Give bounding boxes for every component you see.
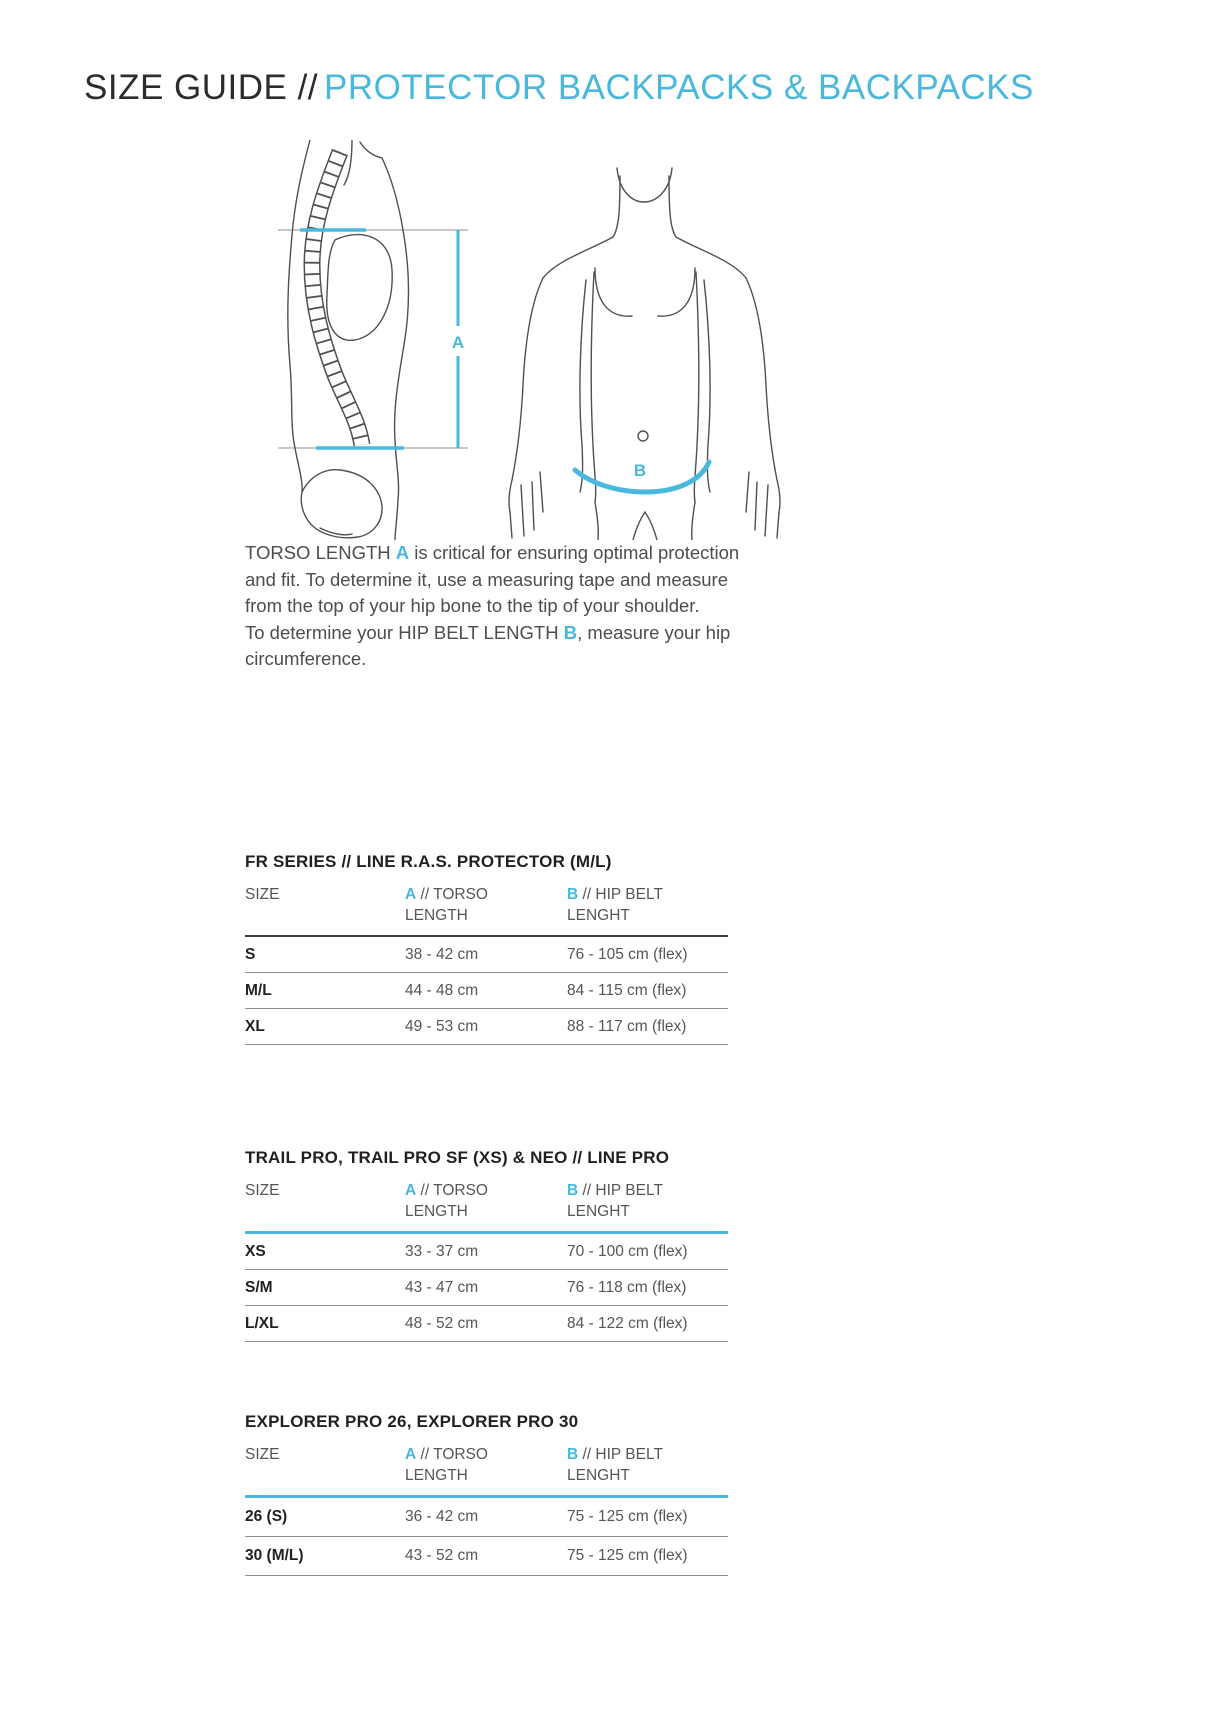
- col-torso-header-line1: [405, 1444, 567, 1465]
- col-torso-header: [405, 1444, 567, 1486]
- body-front-outline: [509, 168, 780, 540]
- table-title: TRAIL PRO, TRAIL PRO SF (XS) & NEO // LINE PRO: [245, 1148, 670, 1167]
- torso-side-diagram: [240, 140, 480, 540]
- torso-cell: 43 - 47 cm: [405, 1278, 479, 1296]
- page-title: [84, 68, 1034, 108]
- intro-segment: , measure your hip: [577, 621, 731, 643]
- intro-segment: To determine your HIP BELT LENGTH: [245, 621, 564, 643]
- table-row: [245, 1234, 728, 1270]
- intro-segment: is critical for ensuring optimal protection: [409, 542, 740, 563]
- torso-cell: 36 - 42 cm: [405, 1508, 479, 1525]
- torso-col-text: // TORSO: [420, 886, 488, 903]
- hip-col-text: // HIP BELT: [582, 886, 663, 903]
- col-torso-header-line2: LENGTH: [405, 1203, 468, 1220]
- col-size-header: SIZE: [245, 886, 280, 903]
- size-cell: S: [245, 945, 256, 963]
- col-hip-header-line1: [567, 1444, 728, 1465]
- col-torso-header-line2: LENGTH: [405, 1467, 468, 1484]
- col-size-header: SIZE: [245, 1182, 280, 1199]
- hip-col-key: B: [567, 1446, 579, 1463]
- col-hip-header-line2: LENGHT: [567, 1203, 630, 1220]
- size-cell: XS: [245, 1242, 266, 1260]
- hip-col-key: B: [567, 886, 579, 903]
- col-hip-header-line2: LENGHT: [567, 1467, 630, 1484]
- intro-line: and fit. To determine it, use a measuring tape and measure: [245, 568, 728, 590]
- size-cell: S/M: [245, 1278, 273, 1296]
- col-size-header: SIZE: [245, 1446, 280, 1463]
- hip-cell: 76 - 105 cm (flex): [567, 945, 688, 963]
- hip-belt-label: B: [633, 461, 647, 480]
- hip-col-key: B: [567, 1182, 579, 1199]
- col-torso-header-line1: [405, 884, 567, 905]
- torso-length-ref: A: [395, 542, 410, 563]
- table-row: [245, 973, 728, 1009]
- size-table-trail-pro: [245, 1148, 728, 1342]
- hip-cell: 88 - 117 cm (flex): [567, 1017, 687, 1035]
- col-hip-header: [567, 1180, 728, 1222]
- table-row: [245, 1009, 728, 1045]
- col-torso-header: [405, 1180, 567, 1222]
- torso-cell: 43 - 52 cm: [405, 1547, 479, 1564]
- size-table-explorer-pro: [245, 1412, 728, 1576]
- table-row: [245, 1498, 728, 1537]
- table-header-row: [245, 884, 728, 935]
- torso-length-label: A: [451, 333, 465, 352]
- col-hip-header-line2: LENGHT: [567, 907, 630, 924]
- torso-cell: 44 - 48 cm: [405, 981, 479, 999]
- col-torso-header-line1: [405, 1180, 567, 1201]
- hip-cell: 75 - 125 cm (flex): [567, 1508, 688, 1525]
- table-row: [245, 937, 728, 973]
- hip-cell: 76 - 118 cm (flex): [567, 1278, 687, 1296]
- hip-col-text: // HIP BELT: [582, 1182, 663, 1199]
- page-title-accent: PROTECTOR BACKPACKS & BACKPACKS: [324, 68, 1034, 107]
- hip-cell: 84 - 115 cm (flex): [567, 981, 687, 999]
- torso-col-key: A: [405, 1182, 417, 1199]
- spine-illustration: [312, 152, 362, 445]
- intro-line: [245, 540, 785, 567]
- size-cell: L/XL: [245, 1314, 279, 1332]
- body-side-outline: [288, 140, 409, 540]
- body-front-diagram: [495, 140, 785, 540]
- size-cell: 26 (S): [245, 1508, 288, 1525]
- col-hip-header-line1: [567, 1180, 728, 1201]
- table-row: [245, 1537, 728, 1576]
- table-title: FR SERIES // LINE R.A.S. PROTECTOR (M/L): [245, 852, 612, 871]
- table-row: [245, 1270, 728, 1306]
- size-cell: 30 (M/L): [245, 1547, 304, 1564]
- intro-text: [245, 540, 785, 673]
- hip-cell: 70 - 100 cm (flex): [567, 1242, 688, 1260]
- torso-cell: 38 - 42 cm: [405, 945, 479, 963]
- table-header-row: [245, 1180, 728, 1231]
- torso-cell: 48 - 52 cm: [405, 1314, 479, 1332]
- torso-col-text: // TORSO: [420, 1182, 488, 1199]
- col-hip-header-line1: [567, 884, 728, 905]
- size-table-fr-series: [245, 852, 728, 1045]
- torso-cell: 33 - 37 cm: [405, 1242, 479, 1260]
- table-title: EXPLORER PRO 26, EXPLORER PRO 30: [245, 1412, 579, 1431]
- page-title-main: SIZE GUIDE //: [84, 68, 319, 107]
- hip-cell: 84 - 122 cm (flex): [567, 1314, 688, 1332]
- intro-line: [245, 620, 785, 647]
- col-hip-header: [567, 1444, 728, 1486]
- torso-col-key: A: [405, 1446, 417, 1463]
- size-cell: XL: [245, 1017, 265, 1035]
- table-header-row: [245, 1444, 728, 1495]
- col-torso-header: [405, 884, 567, 926]
- intro-line: circumference.: [245, 648, 367, 669]
- torso-col-text: // TORSO: [420, 1446, 488, 1463]
- size-cell: M/L: [245, 981, 272, 999]
- table-row: [245, 1306, 728, 1342]
- col-torso-header-line2: LENGTH: [405, 907, 468, 924]
- hip-col-text: // HIP BELT: [582, 1446, 663, 1463]
- hip-belt-ref: B: [563, 621, 578, 643]
- torso-cell: 49 - 53 cm: [405, 1017, 479, 1035]
- hip-cell: 75 - 125 cm (flex): [567, 1547, 688, 1564]
- intro-line: from the top of your hip bone to the tip of your shoulder.: [245, 595, 700, 616]
- torso-col-key: A: [405, 886, 417, 903]
- col-hip-header: [567, 884, 728, 926]
- intro-segment: TORSO LENGTH: [245, 542, 396, 563]
